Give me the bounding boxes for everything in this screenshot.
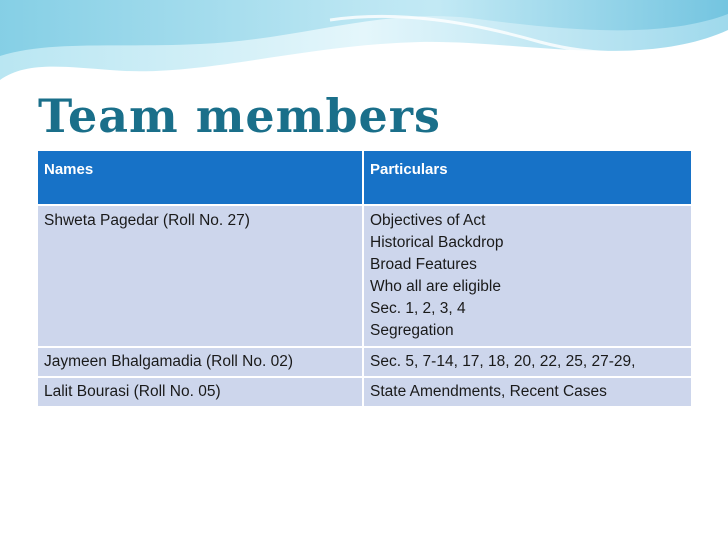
particular-item: Broad Features [370, 256, 477, 273]
particulars-cell [363, 377, 691, 407]
particulars-cell [363, 347, 691, 377]
particular-item: Sec. 5, 7-14, 17, 18, 20, 22, 25, 27-29, [370, 353, 636, 370]
particulars-cell [363, 205, 691, 347]
slide-title: Team members [38, 89, 441, 143]
team-members-table [38, 151, 691, 408]
column-header-names: Names [38, 151, 363, 205]
member-name-cell: Lalit Bourasi (Roll No. 05) [38, 377, 363, 407]
particular-item: Segregation [370, 322, 454, 339]
particular-item: Historical Backdrop [370, 234, 504, 251]
particular-item: State Amendments, Recent Cases [370, 383, 607, 400]
member-name-cell: Shweta Pagedar (Roll No. 27) [38, 205, 363, 347]
particular-item: Sec. 1, 2, 3, 4 [370, 300, 466, 317]
table-row [38, 377, 691, 407]
particular-item: Objectives of Act [370, 212, 486, 229]
table-row [38, 205, 691, 347]
member-name-cell: Jaymeen Bhalgamadia (Roll No. 02) [38, 347, 363, 377]
column-header-particulars: Particulars [363, 151, 691, 205]
particular-item: Who all are eligible [370, 278, 501, 295]
table-header-row [38, 151, 691, 205]
decorative-wave-header [0, 0, 728, 90]
table-row [38, 347, 691, 377]
